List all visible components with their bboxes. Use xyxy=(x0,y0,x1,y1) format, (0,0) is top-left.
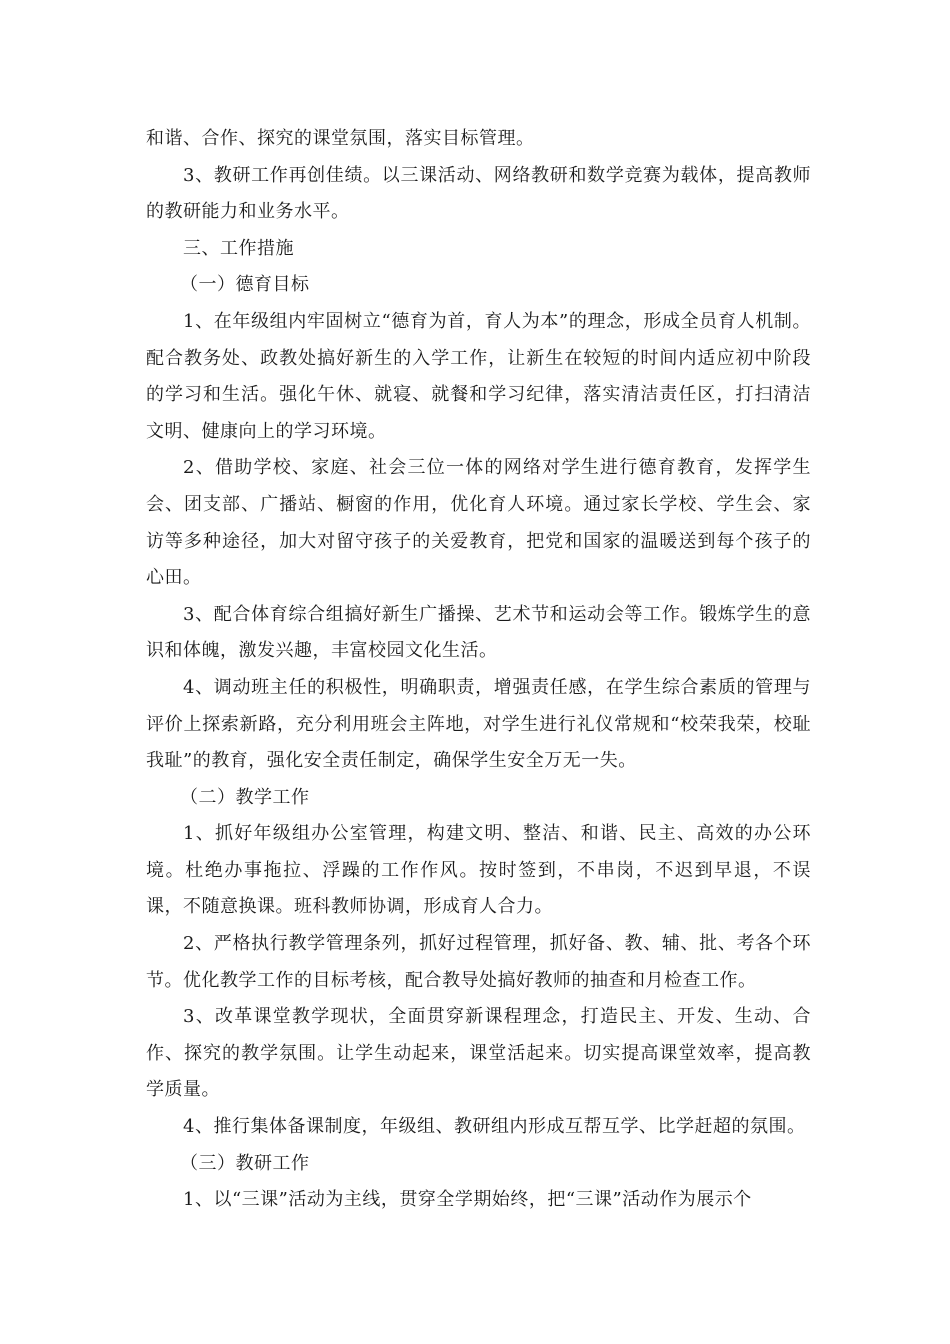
subsection-heading: （三）教研工作 xyxy=(180,1152,310,1174)
paragraph: 1、在年级组内牢固树立“德育为首，育人为本”的理念，形成全员育人机制。配合教务处、政教处搞好新生的入学工作，让新生在较短的时间内适应初中阶段的学习和生活。强化午休、就寝、就餐和学习纪律，落实清洁责任区，打扫清洁文明、健康向上的学习环境。 xyxy=(146,310,811,442)
paragraph: 4、推行集体备课制度，年级组、教研组内形成互帮互学、比学赶超的氛围。 xyxy=(183,1116,806,1138)
paragraph: 2、严格执行教学管理条列，抓好过程管理，抓好备、教、辅、批、考各个环节。优化教学工作的目标考核，配合教导处搞好教师的抽查和月检查工作。 xyxy=(146,933,811,991)
paragraph: 1、以“三课”活动为主线，贯穿全学期始终，把“三课”活动作为展示个 xyxy=(183,1189,752,1211)
subsection-heading: （二）教学工作 xyxy=(180,786,310,808)
paragraph: 4、调动班主任的积极性，明确职责，增强责任感，在学生综合素质的管理与评价上探索新路，充分利用班会主阵地，对学生进行礼仪常规和“校荣我荣，校耻我耻”的教育，强化安全责任制定，确保学生安全万无一失。 xyxy=(146,676,811,772)
paragraph: 和谐、合作、探究的课堂氛围，落实目标管理。 xyxy=(146,128,535,149)
subsection-heading: （一）德育目标 xyxy=(180,274,310,296)
paragraph: 3、改革课堂教学现状，全面贯穿新课程理念，打造民主、开发、生动、合作、探究的教学氛围。让学生动起来，课堂活起来。切实提高课堂效率，提高教学质量。 xyxy=(146,1006,811,1101)
paragraph: 3、配合体育综合组搞好新生广播操、艺术节和运动会等工作。锻炼学生的意识和体魄，激发兴趣，丰富校园文化生活。 xyxy=(146,603,811,662)
paragraph: 3、教研工作再创佳绩。以三课活动、网络教研和数学竞赛为载体，提高教师的教研能力和业务水平。 xyxy=(146,164,811,223)
paragraph: 2、借助学校、家庭、社会三位一体的网络对学生进行德育教育，发挥学生会、团支部、广播站、橱窗的作用，优化育人环境。通过家长学校、学生会、家访等多种途径，加大对留守孩子的关爱教育，把党和国家的温暖送到每个孩子的心田。 xyxy=(146,457,811,589)
section-heading: 三、工作措施 xyxy=(183,237,294,259)
document-body xyxy=(146,121,811,1219)
paragraph: 1、抓好年级组办公室管理，构建文明、整洁、和谐、民主、高效的办公环境。杜绝办事拖拉、浮躁的工作作风。按时签到，不串岗，不迟到早退，不误课，不随意换课。班科教师协调，形成育人合力。 xyxy=(146,823,811,918)
